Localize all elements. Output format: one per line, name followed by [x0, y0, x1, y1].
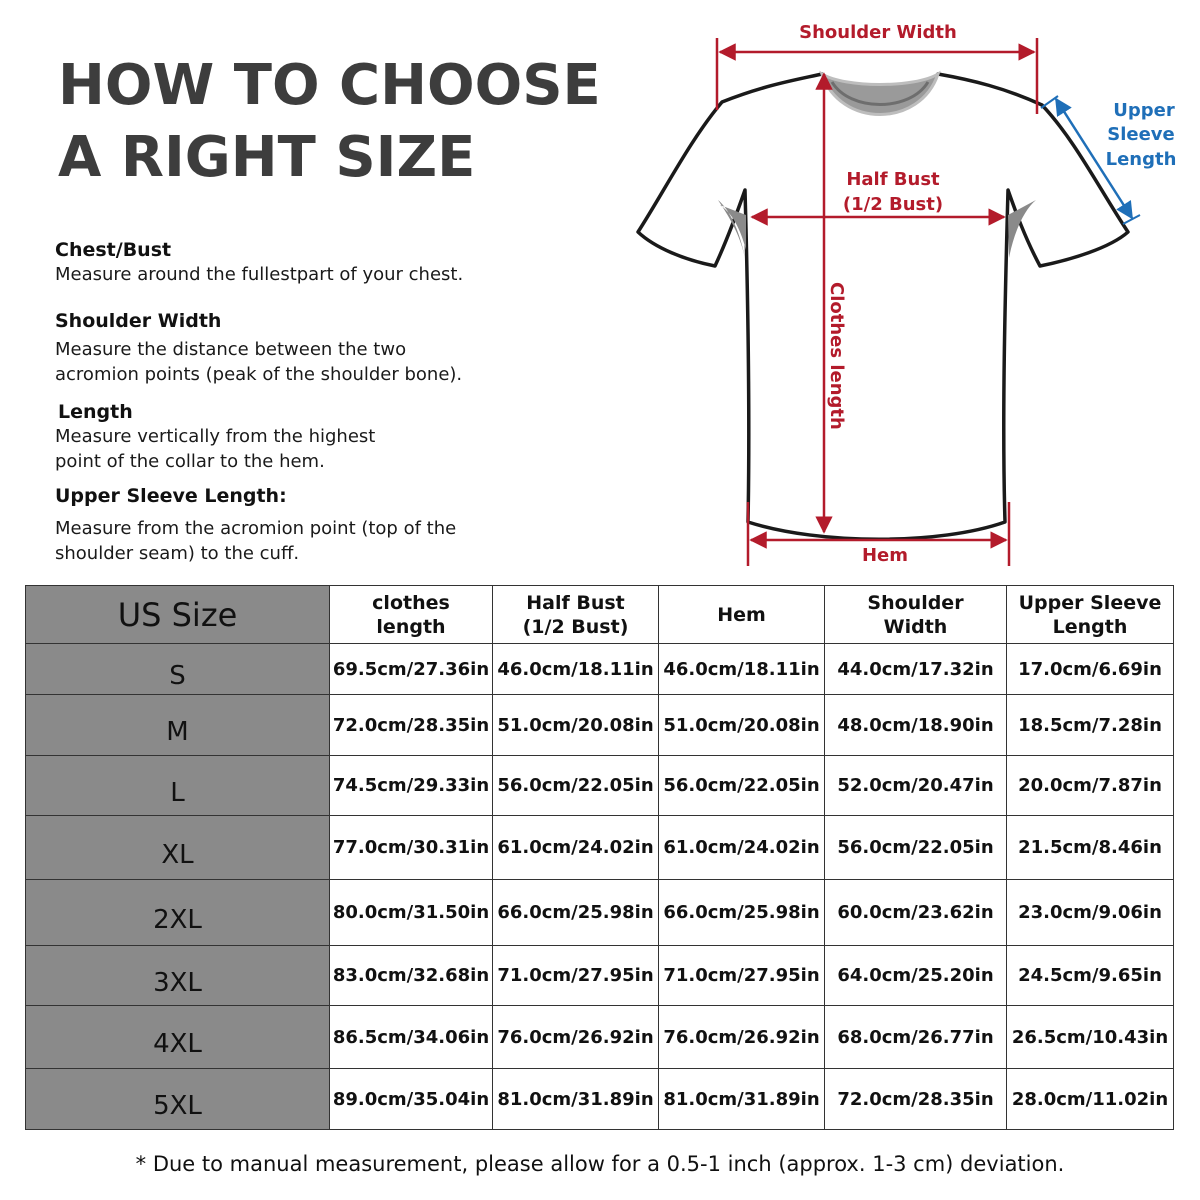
value-cell: 81.0cm/31.89in [659, 1069, 825, 1130]
table-row [26, 756, 1174, 816]
header-line: Width [883, 615, 948, 638]
footnote: * Due to manual measurement, please allow for a 0.5-1 inch (approx. 1-3 cm) deviation. [135, 1152, 1065, 1176]
value-cell: 76.0cm/26.92in [659, 1006, 825, 1069]
size-cell: 4XL [26, 1006, 330, 1069]
header-line: Half Bust [526, 591, 625, 614]
tshirt-diagram [600, 10, 1200, 580]
value-cell: 51.0cm/20.08in [659, 695, 825, 756]
value-cell: 44.0cm/17.32in [825, 644, 1007, 695]
size-table [25, 585, 1174, 1130]
guide-heading: Shoulder Width [55, 310, 222, 332]
value-cell: 60.0cm/23.62in [825, 880, 1007, 946]
guide-heading: Upper Sleeve Length: [55, 485, 287, 507]
value-cell: 52.0cm/20.47in [825, 756, 1007, 816]
label-shoulder-width: Shoulder Width [799, 22, 957, 43]
header-line: clothes [372, 591, 450, 614]
guide-heading: Length [58, 401, 133, 423]
header-shoulder-width [825, 586, 1007, 644]
title-line-2: A RIGHT SIZE [58, 125, 476, 190]
value-cell: 86.5cm/34.06in [330, 1006, 493, 1069]
value-cell: 72.0cm/28.35in [330, 695, 493, 756]
size-cell: 3XL [26, 946, 330, 1006]
header-line: Upper Sleeve [1018, 591, 1162, 614]
value-cell: 72.0cm/28.35in [825, 1069, 1007, 1130]
value-cell: 71.0cm/27.95in [659, 946, 825, 1006]
value-cell: 81.0cm/31.89in [493, 1069, 659, 1130]
value-cell: 74.5cm/29.33in [330, 756, 493, 816]
tshirt-outline-icon [638, 74, 1128, 539]
size-cell: XL [26, 816, 330, 880]
value-cell: 76.0cm/26.92in [493, 1006, 659, 1069]
value-cell: 69.5cm/27.36in [330, 644, 493, 695]
guide-text: Measure from the acromion point (top of the [55, 518, 457, 539]
value-cell: 51.0cm/20.08in [493, 695, 659, 756]
label-half-bust: Half Bust [846, 169, 940, 190]
value-cell: 46.0cm/18.11in [493, 644, 659, 695]
table-header-row [26, 586, 1174, 644]
table-row [26, 816, 1174, 880]
guide-text: Measure vertically from the highest [55, 426, 376, 447]
header-clothes-length [330, 586, 493, 644]
value-cell: 77.0cm/30.31in [330, 816, 493, 880]
label-clothes-length: Clothes length [826, 282, 847, 430]
value-cell: 68.0cm/26.77in [825, 1006, 1007, 1069]
guide-text: shoulder seam) to the cuff. [55, 543, 300, 564]
value-cell: 61.0cm/24.02in [659, 816, 825, 880]
label-hem: Hem [861, 545, 909, 566]
value-cell: 17.0cm/6.69in [1007, 644, 1174, 695]
label-upper-sleeve-1: Upper [1113, 100, 1175, 121]
guide-text: Measure the distance between the two [55, 339, 407, 360]
label-upper-sleeve-2: Sleeve [1107, 124, 1175, 145]
guide-text: Measure around the fullestpart of your chest. [55, 264, 464, 285]
guide-chest [55, 238, 525, 287]
size-cell: L [26, 756, 330, 816]
guide-text: acromion points (peak of the shoulder bone). [55, 364, 463, 385]
value-cell: 66.0cm/25.98in [659, 880, 825, 946]
guide-sleeve [55, 484, 525, 566]
page-title [58, 50, 601, 194]
header-line: Length [1052, 615, 1128, 638]
value-cell: 66.0cm/25.98in [493, 880, 659, 946]
value-cell: 80.0cm/31.50in [330, 880, 493, 946]
table-row [26, 1069, 1174, 1130]
value-cell: 18.5cm/7.28in [1007, 695, 1174, 756]
value-cell: 89.0cm/35.04in [330, 1069, 493, 1130]
value-cell: 56.0cm/22.05in [493, 756, 659, 816]
header-line: Hem [717, 603, 766, 626]
size-cell: 5XL [26, 1069, 330, 1130]
table-row [26, 644, 1174, 695]
value-cell: 20.0cm/7.87in [1007, 756, 1174, 816]
table-row [26, 880, 1174, 946]
header-us-size: US Size [26, 586, 330, 644]
value-cell: 28.0cm/11.02in [1007, 1069, 1174, 1130]
label-half-bust-sub: (1/2 Bust) [842, 194, 944, 215]
value-cell: 56.0cm/22.05in [825, 816, 1007, 880]
size-cell: M [26, 695, 330, 756]
guide-text: point of the collar to the hem. [55, 451, 325, 472]
header-line: (1/2 Bust) [522, 615, 629, 638]
size-cell: 2XL [26, 880, 330, 946]
guide-length [55, 400, 528, 474]
header-hem [659, 586, 825, 644]
value-cell: 71.0cm/27.95in [493, 946, 659, 1006]
guide-heading: Chest/Bust [55, 239, 172, 261]
header-upper-sleeve [1007, 586, 1174, 644]
value-cell: 23.0cm/9.06in [1007, 880, 1174, 946]
title-line-1: HOW TO CHOOSE [58, 53, 601, 118]
value-cell: 26.5cm/10.43in [1007, 1006, 1174, 1069]
value-cell: 61.0cm/24.02in [493, 816, 659, 880]
size-cell: S [26, 644, 330, 695]
table-row [26, 695, 1174, 756]
value-cell: 48.0cm/18.90in [825, 695, 1007, 756]
value-cell: 21.5cm/8.46in [1007, 816, 1174, 880]
value-cell: 46.0cm/18.11in [659, 644, 825, 695]
value-cell: 56.0cm/22.05in [659, 756, 825, 816]
label-upper-sleeve-3: Length [1105, 149, 1177, 170]
table-row [26, 946, 1174, 1006]
header-half-bust [493, 586, 659, 644]
value-cell: 24.5cm/9.65in [1007, 946, 1174, 1006]
value-cell: 64.0cm/25.20in [825, 946, 1007, 1006]
header-line: Shoulder [867, 591, 964, 614]
value-cell: 83.0cm/32.68in [330, 946, 493, 1006]
guide-shoulder [55, 309, 525, 387]
header-line: length [376, 615, 446, 638]
table-row [26, 1006, 1174, 1069]
